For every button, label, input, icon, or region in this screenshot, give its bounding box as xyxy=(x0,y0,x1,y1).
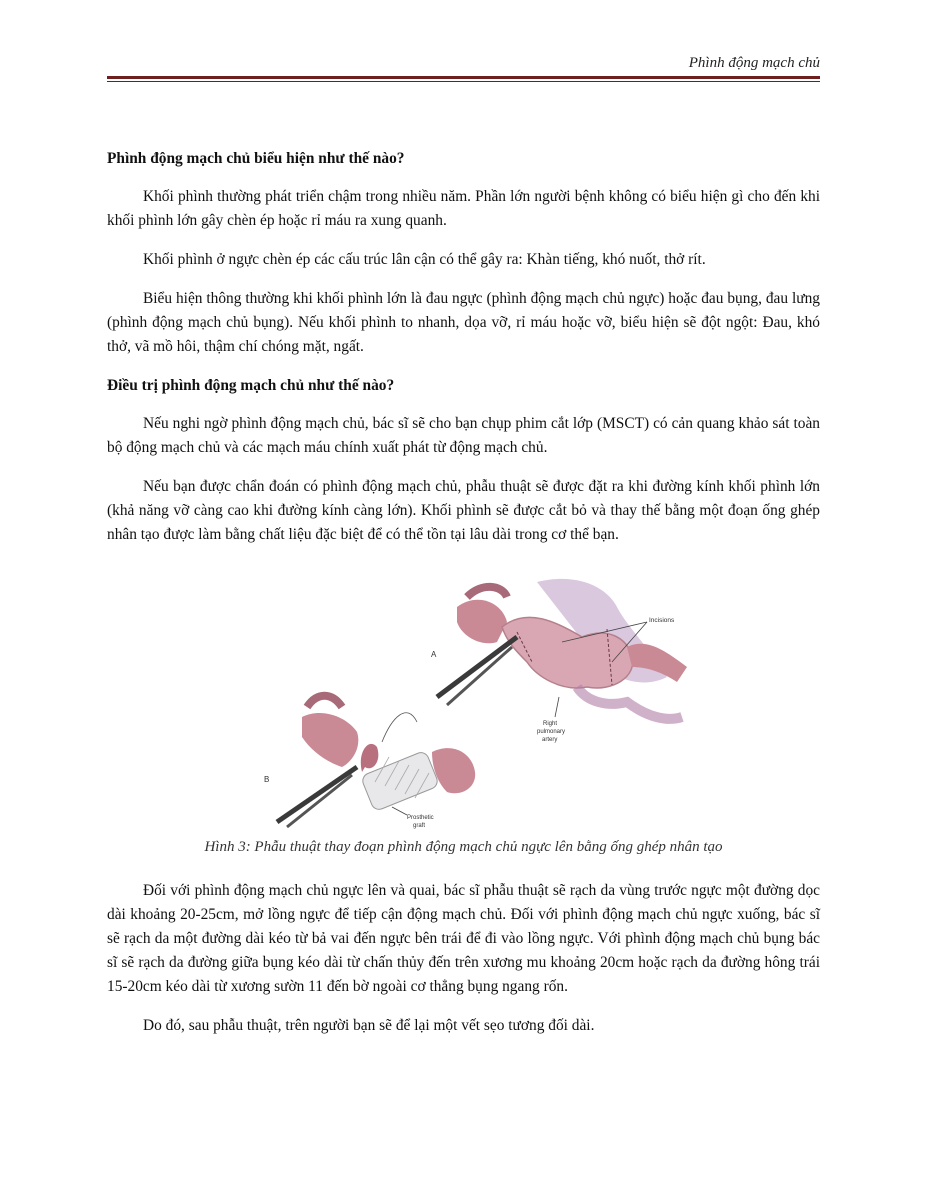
label-artery: pulmonary xyxy=(537,729,566,735)
label-graft: Prosthetic xyxy=(407,815,434,821)
anastomosis xyxy=(361,744,379,772)
label-incisions: Incisions xyxy=(649,617,675,624)
paragraph: Biểu hiện thông thường khi khối phình lớn là đau ngực (phình động mạch chủ ngực) hoặc đau bụng, đau lưng (phình động mạch chủ bụng). Nếu khối phình to nhanh, dọa vỡ, rỉ máu hoặc vỡ, biểu hiện sẽ đột ngột: Đau, khó thở, vã mồ hôi, thậm chí chóng mặt, ngất. xyxy=(107,290,820,355)
clamp xyxy=(287,775,352,827)
paragraph: Khối phình thường phát triển chậm trong nhiều năm. Phần lớn người bệnh không có biểu hiện gì cho đến khi khối phình lớn gây chèn ép hoặc rỉ máu ra xung quanh. xyxy=(107,188,820,229)
paragraph: Đối với phình động mạch chủ ngực lên và quai, bác sĩ phẫu thuật sẽ rạch da vùng trước ngực một đường dọc dài khoảng 20-25cm, mở lồng ngực để tiếp cận động mạch chủ. Đối với phình động mạch chủ ngực xuống, bác sĩ sẽ rạch da một đường dài kéo từ bả vai đến ngực bên trái để đi vào lồng ngực. Với phình động mạch chủ bụng bác sĩ sẽ rạch da đường giữa bụng kéo dài từ chấn thủy đến trên xương mu khoảng 20cm hoặc rạch da đường hông trái 15-20cm kéo dài từ xương sườn 11 đến bờ ngoài cơ thẳng bụng ngang rốn. xyxy=(107,882,820,995)
vessel-branch xyxy=(307,696,342,707)
header-rule xyxy=(107,76,820,79)
label-b: B xyxy=(264,775,270,784)
label-artery: artery xyxy=(542,737,558,743)
vessel-stump xyxy=(302,713,358,767)
paragraph: Khối phình ở ngực chèn ép các cấu trúc lân cận có thể gây ra: Khàn tiếng, khó nuốt, thở rít. xyxy=(143,251,706,268)
surgery-illustration xyxy=(107,567,820,829)
clamp xyxy=(277,767,357,822)
header-rule-thin xyxy=(107,81,820,82)
leader-line xyxy=(392,807,407,815)
document-body xyxy=(107,147,820,1053)
figure-caption: Hình 3: Phẫu thuật thay đoạn phình động mạch chủ ngực lên bằng ống ghép nhân tạo xyxy=(204,839,723,855)
paragraph: Nếu nghi ngờ phình động mạch chủ, bác sĩ sẽ cho bạn chụp phim cắt lớp (MSCT) có cản quang khảo sát toàn bộ động mạch chủ và các mạch máu chính xuất phát từ động mạch chủ. xyxy=(107,415,820,456)
paragraph: Nếu bạn được chẩn đoán có phình động mạch chủ, phẫu thuật sẽ được đặt ra khi đường kính khối phình lớn (khả năng vỡ càng cao khi đường kính càng lớn). Khối phình sẽ được cắt bỏ và thay thế bằng một đoạn ống ghép nhân tạo được làm bằng chất liệu đặc biệt để có thể tồn tại lâu dài trong cơ thể bạn. xyxy=(107,478,820,543)
vessel-distal xyxy=(432,748,475,793)
vessel-branch xyxy=(457,600,507,644)
running-header: Phình động mạch chủ xyxy=(688,55,820,71)
surgery-illustration-svg xyxy=(107,567,820,829)
label-a: A xyxy=(431,650,437,659)
clamp xyxy=(437,637,517,697)
clamp xyxy=(447,647,512,705)
panel-b xyxy=(264,696,475,829)
label-artery: Right xyxy=(543,721,558,727)
vessel-branch xyxy=(467,587,507,597)
panel-a xyxy=(431,579,687,743)
leader-line xyxy=(555,697,559,717)
label-graft: graft xyxy=(413,823,426,829)
paragraph: Do đó, sau phẫu thuật, trên người bạn sẽ để lại một vết sẹo tương đối dài. xyxy=(143,1017,595,1034)
pulmonary-artery xyxy=(577,687,682,719)
section-heading-treatment: Điều trị phình động mạch chủ như thế nào? xyxy=(107,377,395,394)
section-heading-symptoms: Phình động mạch chủ biểu hiện như thế nào? xyxy=(107,150,405,167)
suture xyxy=(382,713,417,742)
